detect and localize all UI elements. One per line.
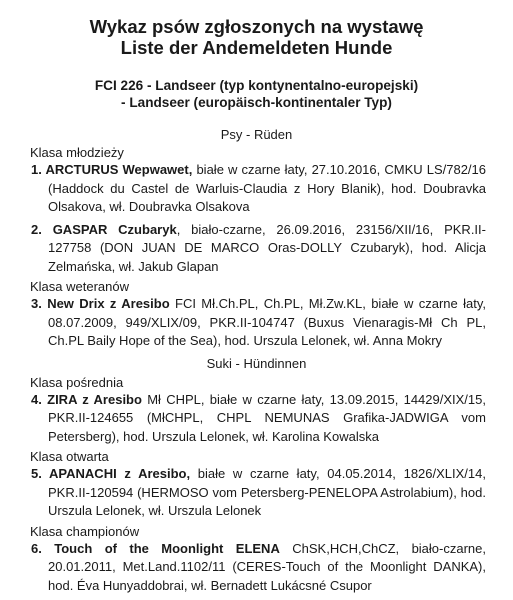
dog-details: , biało-czarne, 26.09.2016, 23156/XII/16, PKR.II-127758 (DON JUAN DE MARCO Oras-DOLLY Czubaryk), hod. Alicja Zelmańska, wł. Jakub Glapan bbox=[48, 221, 486, 274]
entry-number: 4. bbox=[31, 391, 42, 407]
entry-number: 1. bbox=[31, 162, 42, 177]
class-heading: Klasa otwarta bbox=[30, 449, 109, 464]
class-heading: Klasa młodzieży bbox=[30, 145, 124, 160]
dog-details: Mł CHPL, białe w czarne łaty, 13.09.2015, 14429/XIX/15, PKR.II-124655 (MłCHPL, CHPL NEMUNAS Grafika-JADWIGA vom Petersberg), hod. Urszula Lelonek, wł. Karolina Kowalska bbox=[48, 391, 486, 444]
dog-name: APANACHI z Aresibo, bbox=[49, 466, 191, 481]
dog-name: ZIRA z Aresibo bbox=[47, 391, 142, 407]
class-heading: Klasa pośrednia bbox=[30, 374, 124, 390]
dog-entry bbox=[0, 161, 513, 217]
entry-number: 5. bbox=[31, 466, 42, 481]
dog-details: białe w czarne łaty, 04.05.2014, 1826/XLIX/14, PKR.II-120594 (HERMOSO vom Petersberg-PENELOPA Astrolabium), hod. Urszula Lelonek, wł. Urszula Lelonek bbox=[48, 466, 486, 518]
title-polish: Wykaz psów zgłoszonych na wystawę bbox=[89, 16, 424, 37]
class-heading: Klasa weteranów bbox=[30, 279, 129, 294]
dog-entry bbox=[0, 221, 513, 277]
dog-entry bbox=[0, 295, 513, 351]
entry-number: 3. bbox=[31, 296, 42, 311]
breed-line-1: FCI 226 - Landseer (typ kontynentalno-europejski) bbox=[94, 78, 419, 93]
dog-entry bbox=[0, 540, 513, 596]
breed-line-2: - Landseer (europäisch-kontinentaler Typ) bbox=[121, 95, 392, 110]
dog-details: FCI Mł.Ch.PL, Ch.PL, Mł.Zw.KL, białe w czarne łaty, 08.07.2009, 949/XLIX/09, PKR.II-104747 (Buxus Vienaragis-Mł Ch PL, Ch.PL Baily Hope of the Sea), hod. Urszula Lelonek, wł. Anna Mokry bbox=[48, 296, 486, 348]
class-heading: Klasa championów bbox=[30, 523, 140, 539]
entry-number: 2. bbox=[31, 221, 42, 237]
dog-entry bbox=[0, 465, 513, 521]
dog-name: ARCTURUS Wepwawet, bbox=[45, 162, 193, 177]
dog-name: Touch of the Moonlight ELENA bbox=[54, 540, 280, 556]
entry-number: 6. bbox=[31, 540, 42, 556]
dog-entry bbox=[0, 391, 513, 447]
dog-name: New Drix z Aresibo bbox=[47, 296, 170, 311]
title-german: Liste der Andemeldeten Hunde bbox=[120, 37, 393, 58]
dog-details: ChSK,HCH,ChCZ, biało-czarne, 20.01.2011, Met.Land.1102/11 (CERES-Touch of the Moonlight DANKA), hod. Éva Hunyaddobrai, wł. Bernadett Lukácsné Csupor bbox=[48, 540, 486, 593]
dog-name: GASPAR Czubaryk bbox=[52, 221, 177, 237]
section-heading-males: Psy - Rüden bbox=[220, 127, 293, 142]
section-heading-females: Suki - Hündinnen bbox=[206, 355, 307, 371]
dog-details: białe w czarne łaty, 27.10.2016, CMKU LS/782/16 (Haddock du Castel de Warluis-Claudia z Hory Blanik), hod. Doubravka Olsakova, wł. Doubravka Olsakova bbox=[48, 162, 486, 214]
